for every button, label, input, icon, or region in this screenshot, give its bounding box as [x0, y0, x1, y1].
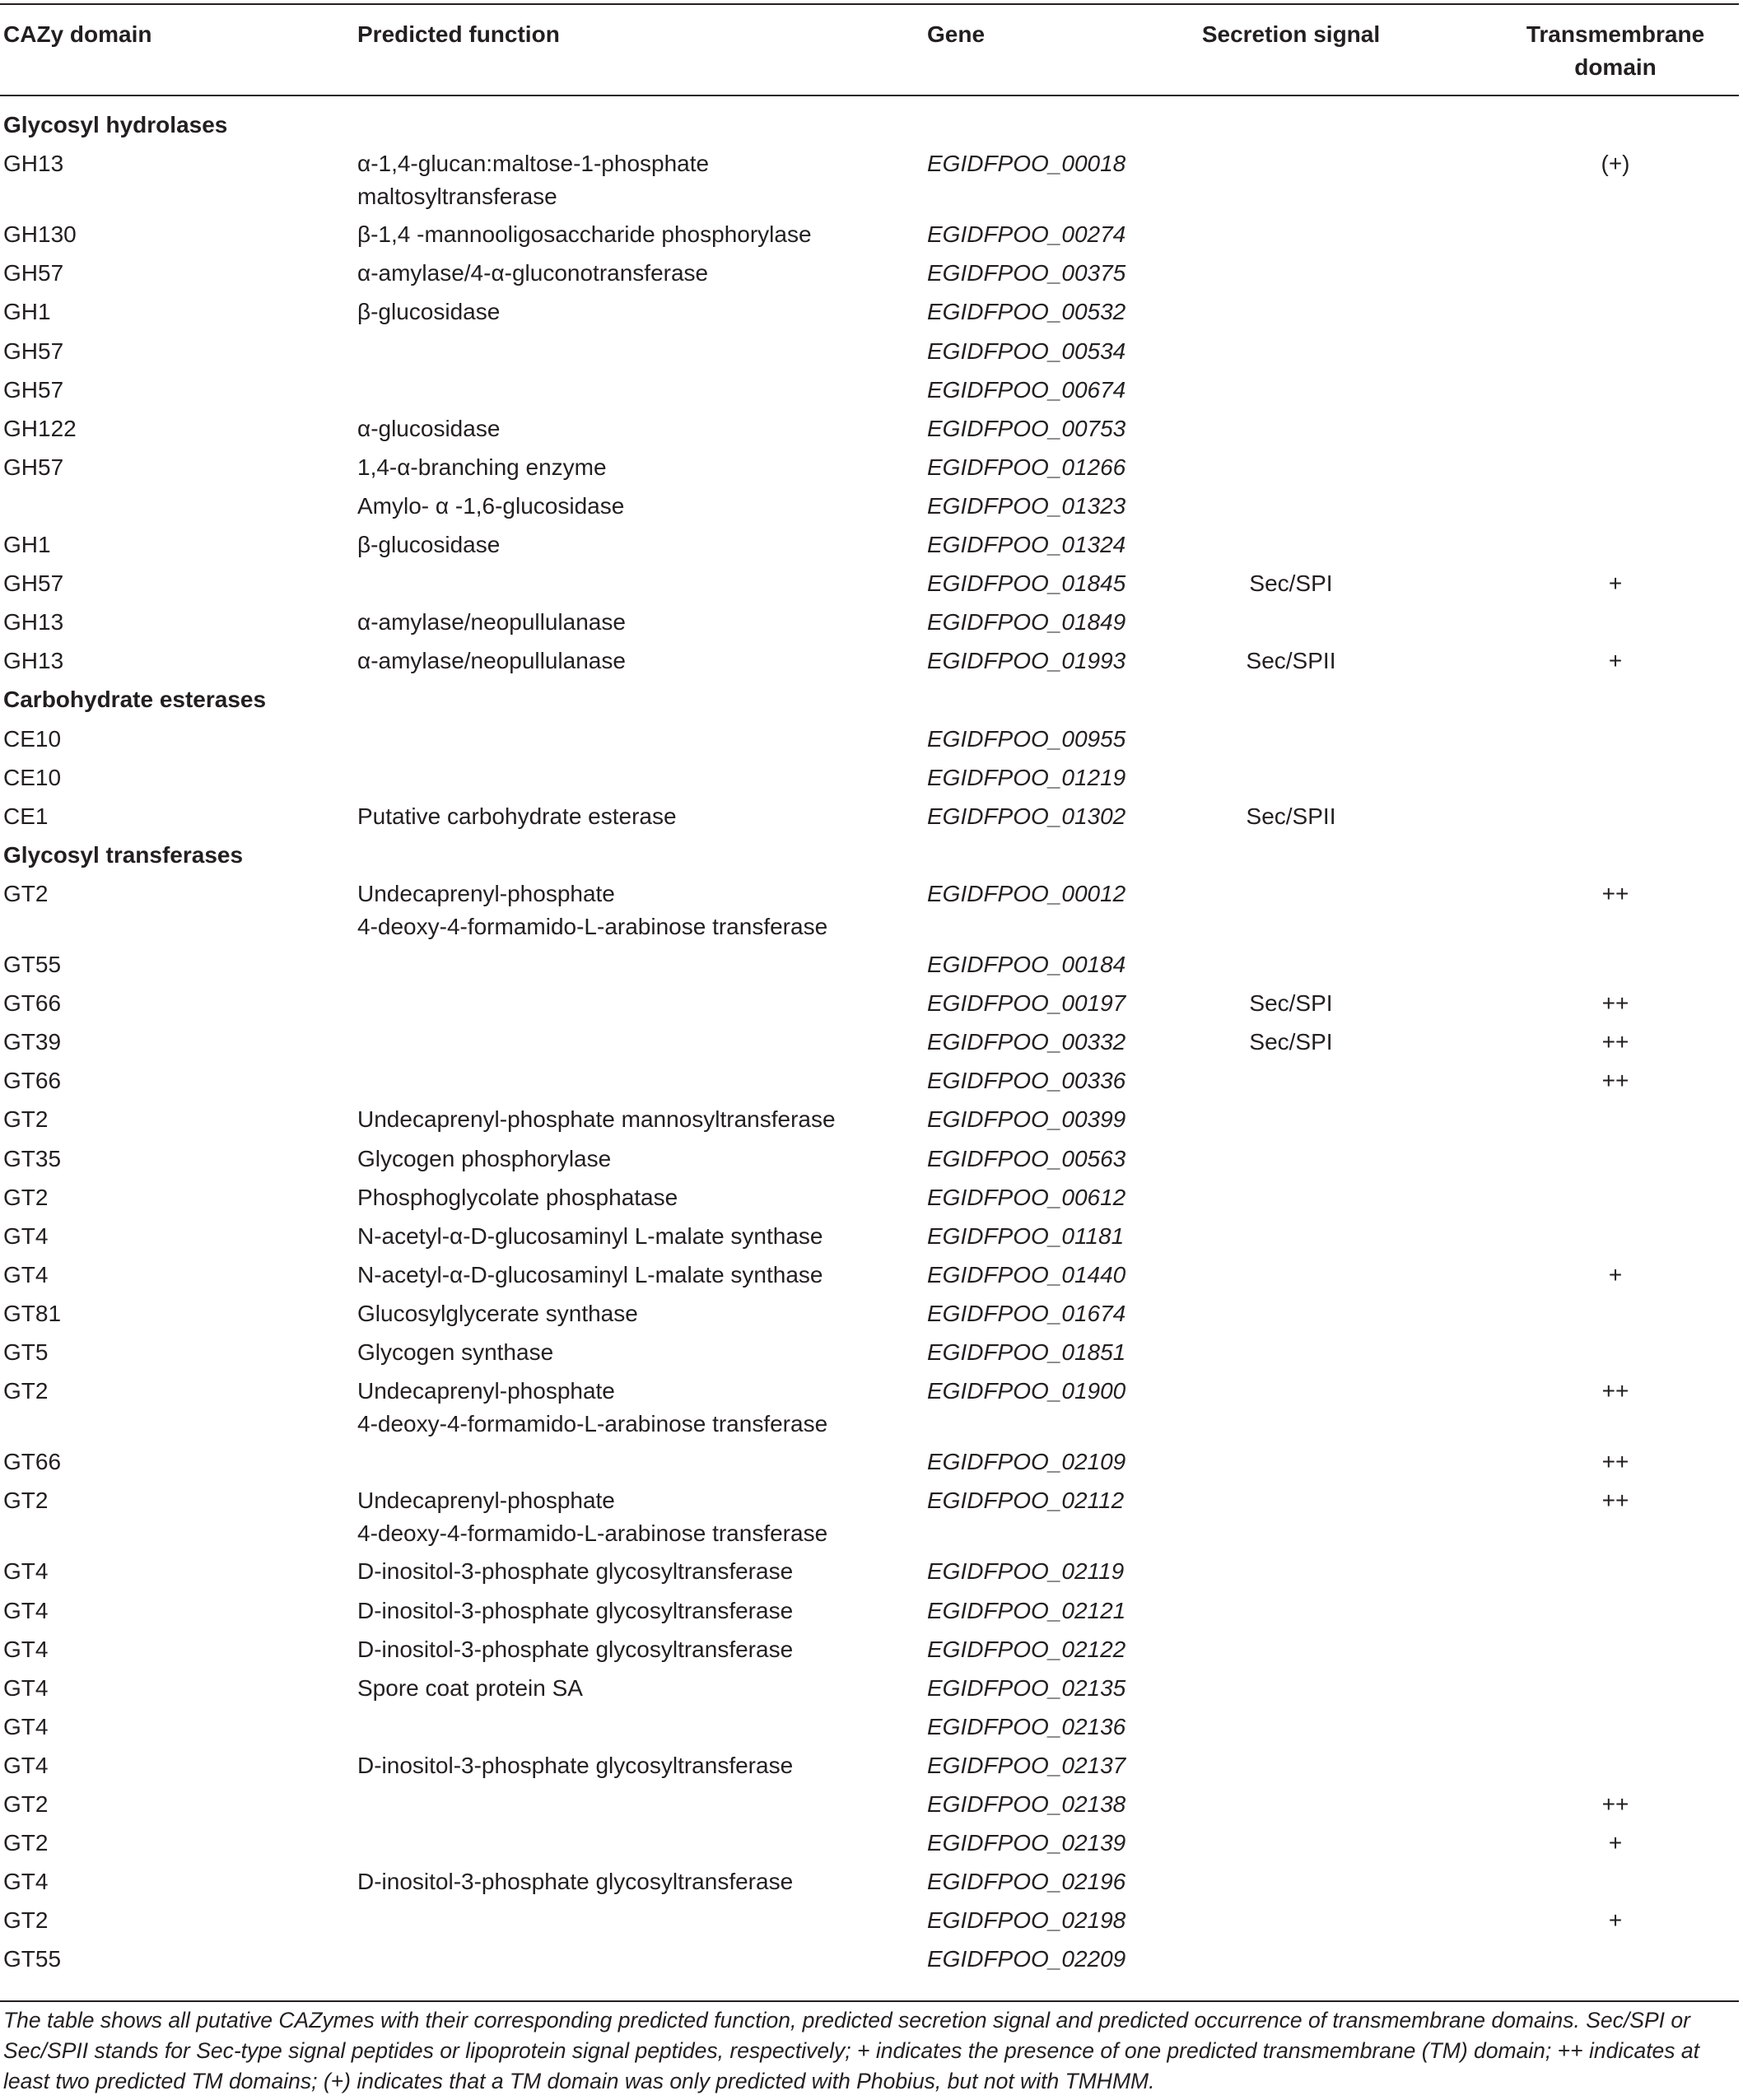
cell-gene: EGIDFPOO_00332	[927, 1029, 1126, 1055]
cell-transmembrane-domain: ++	[1601, 1791, 1629, 1817]
cell-gene: EGIDFPOO_00532	[927, 299, 1126, 325]
function-line: Undecaprenyl-phosphate	[357, 1378, 615, 1404]
cell-transmembrane-domain: ++	[1601, 880, 1629, 906]
cell-cazy-domain: GT2	[3, 1907, 49, 1934]
cell-gene: EGIDFPOO_01440	[927, 1261, 1126, 1287]
cell-predicted-function	[357, 1375, 827, 1441]
cell-gene: EGIDFPOO_02137	[927, 1752, 1126, 1778]
cell-predicted-function	[357, 1143, 611, 1176]
cell-transmembrane-domain: ++	[1601, 1449, 1629, 1475]
cell-gene: EGIDFPOO_02135	[927, 1674, 1126, 1701]
function-line: Spore coat protein SA	[357, 1674, 583, 1701]
cell-secretion-signal: Sec/SPII	[1246, 648, 1336, 674]
cell-cazy-domain: GT4	[3, 1674, 49, 1701]
cell-cazy-domain: GT4	[3, 1558, 49, 1585]
cell-cazy-domain: GT2	[3, 1378, 49, 1404]
function-line: Glucosylglycerate synthase	[357, 1300, 638, 1326]
cell-secretion-signal: Sec/SPI	[1249, 1029, 1333, 1055]
cell-gene: EGIDFPOO_02112	[927, 1488, 1125, 1514]
function-line: α-amylase/4-α-gluconotransferase	[357, 260, 709, 286]
function-line: β-glucosidase	[357, 299, 501, 325]
cell-cazy-domain: CE10	[3, 725, 62, 752]
cell-predicted-function	[357, 1749, 793, 1782]
cell-cazy-domain: CE1	[3, 803, 49, 829]
cell-gene: EGIDFPOO_00534	[927, 338, 1126, 364]
cell-predicted-function	[357, 1181, 678, 1214]
cell-cazy-domain: GH57	[3, 338, 64, 364]
cell-gene: EGIDFPOO_01324	[927, 532, 1126, 557]
cell-predicted-function	[357, 296, 500, 328]
cell-cazy-domain: GT2	[3, 1830, 49, 1856]
cell-predicted-function	[357, 1633, 793, 1666]
cell-gene: EGIDFPOO_00336	[927, 1068, 1126, 1094]
header-transmembrane-domain	[1508, 18, 1722, 84]
cell-cazy-domain: GT66	[3, 1449, 62, 1475]
header-transmembrane-line1: Transmembrane	[1526, 21, 1705, 47]
function-line: α-amylase/neopullulanase	[357, 648, 626, 674]
cell-predicted-function	[357, 1672, 583, 1705]
function-line: 4-deoxy-4-formamido-L-arabinose transferase	[357, 1411, 828, 1437]
function-line: Undecaprenyl-phosphate	[357, 880, 615, 906]
cell-predicted-function	[357, 412, 500, 445]
cell-secretion-signal: Sec/SPI	[1249, 990, 1333, 1017]
cell-predicted-function	[357, 1103, 836, 1136]
cell-cazy-domain: GT66	[3, 990, 62, 1017]
cell-cazy-domain: GT39	[3, 1029, 62, 1055]
cell-cazy-domain: GT5	[3, 1339, 49, 1365]
cell-cazy-domain: GT4	[3, 1869, 49, 1895]
table-footnote: The table shows all putative CAZymes with their corresponding predicted function, predicted secretion signal and predicted occurrence of transmembrane domains. Sec/SPI or Sec/SPII stands for Sec-type signal peptides or lipoprotein signal peptides, respectively; + indicates the presence of one predicted transmembrane (TM) domain; ++ indicates at least two predicted TM domains; (+) indicates that a TM domain was only predicted with Phobius, but not with TMHMM.	[3, 2008, 1700, 2093]
function-line: 4-deoxy-4-formamido-L-arabinose transferase	[357, 913, 828, 939]
function-line: Undecaprenyl-phosphate	[357, 1488, 615, 1514]
cell-cazy-domain: GT4	[3, 1222, 49, 1249]
cell-predicted-function	[357, 1555, 793, 1588]
header-transmembrane-line2: domain	[1574, 54, 1657, 80]
header-cazy-domain: CAZy domain	[3, 21, 152, 47]
cell-gene: EGIDFPOO_00274	[927, 221, 1126, 248]
function-line: Amylo- α -1,6-glucosidase	[357, 492, 625, 519]
cell-cazy-domain: GT4	[3, 1713, 49, 1739]
function-line: D-inositol-3-phosphate glycosyltransferase	[357, 1636, 794, 1662]
cell-gene: EGIDFPOO_00012	[927, 880, 1126, 906]
cell-gene: EGIDFPOO_01181	[927, 1222, 1125, 1249]
function-line: 1,4-α-branching enzyme	[357, 454, 607, 480]
section-title: Carbohydrate esterases	[3, 687, 267, 713]
cell-gene: EGIDFPOO_00674	[927, 376, 1126, 403]
cell-cazy-domain: GH57	[3, 454, 64, 480]
cell-cazy-domain: GT2	[3, 1488, 49, 1514]
cell-gene: EGIDFPOO_02119	[927, 1558, 1125, 1585]
cell-predicted-function	[357, 528, 500, 561]
function-line: N-acetyl-α-D-glucosaminyl L-malate synthase	[357, 1261, 823, 1287]
cell-gene: EGIDFPOO_02138	[927, 1791, 1126, 1817]
cell-gene: EGIDFPOO_00612	[927, 1184, 1126, 1210]
cell-predicted-function	[357, 606, 626, 639]
cell-cazy-domain: GH122	[3, 415, 77, 441]
cell-transmembrane-domain: ++	[1601, 990, 1629, 1017]
function-line: β-1,4 -mannooligosaccharide phosphorylase	[357, 221, 812, 248]
cell-transmembrane-domain: +	[1608, 570, 1623, 597]
section-title: Glycosyl hydrolases	[3, 112, 228, 137]
cell-gene: EGIDFPOO_00197	[927, 990, 1126, 1017]
table-bottom-rule	[0, 2000, 1739, 2002]
cell-gene: EGIDFPOO_02209	[927, 1946, 1126, 1972]
cell-cazy-domain: GT81	[3, 1300, 62, 1326]
cell-cazy-domain: GT35	[3, 1145, 62, 1171]
cell-gene: EGIDFPOO_00375	[927, 260, 1126, 286]
cell-gene: EGIDFPOO_01323	[927, 492, 1126, 519]
cell-predicted-function	[357, 490, 624, 523]
header-secretion-signal: Secretion signal	[1201, 21, 1381, 47]
cell-predicted-function	[357, 218, 812, 251]
cell-cazy-domain: GT2	[3, 1184, 49, 1210]
cell-cazy-domain: GT2	[3, 1106, 49, 1133]
cell-gene: EGIDFPOO_02122	[927, 1636, 1126, 1662]
function-line: D-inositol-3-phosphate glycosyltransferase	[357, 1752, 794, 1778]
cell-gene: EGIDFPOO_02121	[927, 1597, 1126, 1623]
cell-cazy-domain: GT55	[3, 952, 62, 977]
cell-predicted-function	[357, 1259, 823, 1292]
cell-gene: EGIDFPOO_01993	[927, 648, 1126, 674]
cell-gene: EGIDFPOO_01845	[927, 570, 1126, 597]
section-title: Glycosyl transferases	[3, 841, 244, 868]
table-top-rule	[0, 3, 1739, 5]
cell-cazy-domain: GT2	[3, 880, 49, 906]
cell-cazy-domain: GH13	[3, 648, 64, 674]
function-line: D-inositol-3-phosphate glycosyltransferase	[357, 1558, 794, 1585]
cell-cazy-domain: GT55	[3, 1946, 62, 1972]
cell-gene: EGIDFPOO_02109	[927, 1449, 1126, 1475]
cell-transmembrane-domain: +	[1608, 648, 1623, 674]
cell-cazy-domain: GH57	[3, 376, 64, 403]
cell-cazy-domain: CE10	[3, 764, 62, 790]
cell-gene: EGIDFPOO_02196	[927, 1869, 1126, 1895]
header-predicted-function: Predicted function	[357, 21, 560, 47]
cell-gene: EGIDFPOO_01851	[927, 1339, 1126, 1365]
function-line: Glycogen synthase	[357, 1339, 554, 1365]
cell-gene: EGIDFPOO_00399	[927, 1106, 1126, 1133]
cell-gene: EGIDFPOO_01266	[927, 454, 1126, 480]
function-line: α-amylase/neopullulanase	[357, 609, 626, 636]
cell-transmembrane-domain: (+)	[1601, 151, 1630, 177]
cell-predicted-function	[357, 1297, 638, 1330]
cell-gene: EGIDFPOO_01674	[927, 1300, 1126, 1326]
cell-predicted-function	[357, 1865, 793, 1898]
function-line: maltosyltransferase	[357, 184, 557, 210]
cell-gene: EGIDFPOO_00563	[927, 1145, 1126, 1171]
function-line: α-1,4-glucan:maltose-1-phosphate	[357, 151, 710, 177]
cell-gene: EGIDFPOO_01900	[927, 1378, 1126, 1404]
function-line: D-inositol-3-phosphate glycosyltransferase	[357, 1869, 794, 1895]
cell-gene: EGIDFPOO_00018	[927, 151, 1126, 177]
function-line: D-inositol-3-phosphate glycosyltransferase	[357, 1597, 794, 1623]
cell-predicted-function	[357, 1220, 823, 1253]
function-line: α-glucosidase	[357, 415, 501, 441]
cell-cazy-domain: GT4	[3, 1597, 49, 1623]
cell-secretion-signal: Sec/SPI	[1249, 570, 1333, 597]
cell-cazy-domain: GH13	[3, 151, 64, 177]
cell-cazy-domain: GH13	[3, 609, 64, 636]
cell-predicted-function	[357, 1336, 553, 1369]
cell-cazy-domain: GT2	[3, 1791, 49, 1817]
cell-predicted-function	[357, 800, 677, 833]
function-line: Putative carbohydrate esterase	[357, 803, 677, 829]
cell-cazy-domain: GH130	[3, 221, 77, 248]
cell-secretion-signal: Sec/SPII	[1246, 803, 1336, 829]
cell-gene: EGIDFPOO_00753	[927, 415, 1126, 441]
cell-predicted-function	[357, 645, 626, 677]
cell-transmembrane-domain: ++	[1601, 1068, 1629, 1094]
cell-predicted-function	[357, 451, 607, 484]
cell-gene: EGIDFPOO_02139	[927, 1830, 1126, 1856]
cell-cazy-domain: GT4	[3, 1752, 49, 1778]
cell-predicted-function	[357, 1484, 827, 1550]
function-line: 4-deoxy-4-formamido-L-arabinose transferase	[357, 1520, 828, 1547]
function-line: Glycogen phosphorylase	[357, 1145, 612, 1171]
header-gene: Gene	[927, 21, 986, 47]
cell-gene: EGIDFPOO_01219	[927, 764, 1126, 790]
cell-transmembrane-domain: ++	[1601, 1029, 1629, 1055]
function-line: Phosphoglycolate phosphatase	[357, 1184, 678, 1210]
table-header-rule	[0, 95, 1739, 96]
cell-cazy-domain: GT4	[3, 1261, 49, 1287]
cell-transmembrane-domain: +	[1608, 1907, 1623, 1934]
cell-gene: EGIDFPOO_00955	[927, 725, 1126, 752]
cell-cazy-domain: GH57	[3, 260, 64, 286]
function-line: N-acetyl-α-D-glucosaminyl L-malate synthase	[357, 1222, 823, 1249]
cell-cazy-domain: GH1	[3, 532, 51, 557]
cell-cazy-domain: GH1	[3, 299, 51, 325]
cell-predicted-function	[357, 257, 708, 290]
cell-gene: EGIDFPOO_02198	[927, 1907, 1126, 1934]
cell-predicted-function	[357, 1595, 793, 1627]
cell-cazy-domain: GH57	[3, 570, 64, 597]
function-line: β-glucosidase	[357, 532, 501, 557]
cell-gene: EGIDFPOO_02136	[927, 1713, 1126, 1739]
cell-gene: EGIDFPOO_01302	[927, 803, 1126, 829]
function-line: Undecaprenyl-phosphate mannosyltransferase	[357, 1106, 836, 1133]
cell-predicted-function	[357, 878, 827, 943]
cell-cazy-domain: GT66	[3, 1068, 62, 1094]
cell-transmembrane-domain: +	[1608, 1261, 1623, 1287]
cell-predicted-function	[357, 147, 709, 213]
cell-transmembrane-domain: ++	[1601, 1378, 1629, 1404]
cell-transmembrane-domain: +	[1608, 1830, 1623, 1856]
cell-gene: EGIDFPOO_01849	[927, 609, 1126, 636]
cell-gene: EGIDFPOO_00184	[927, 952, 1126, 977]
cell-cazy-domain: GT4	[3, 1636, 49, 1662]
cell-transmembrane-domain: ++	[1601, 1488, 1629, 1514]
